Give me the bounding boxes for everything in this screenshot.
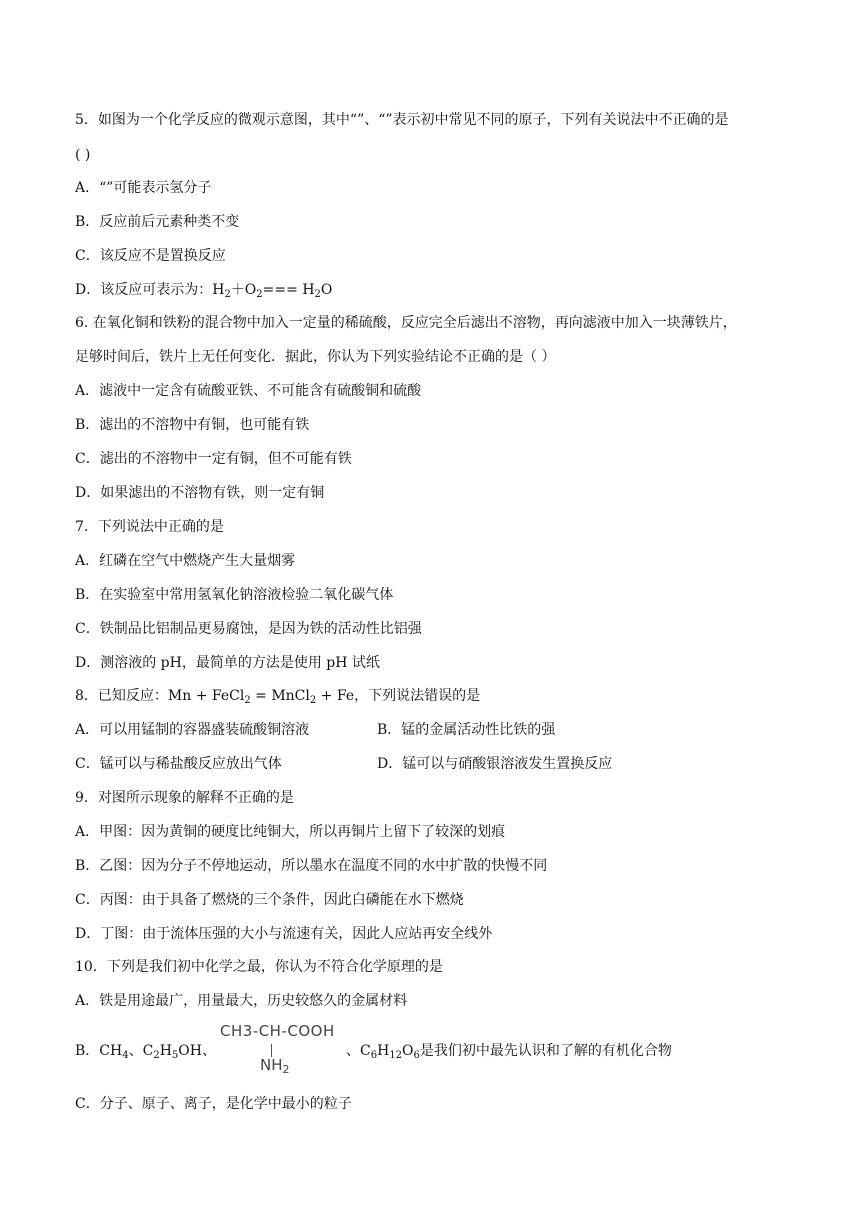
q5-option-d: D．该反应可表示为：$H_2+O_2=== H_2O$ (75, 282, 333, 300)
q7-option-c: C．铁制品比铝制品更易腐蚀，是因为铁的活动性比铝强 (75, 621, 422, 637)
q10-option-b-part1: B．$CH_4$、$C_2H_5OH$、 (75, 1043, 216, 1061)
q6-option-a: A．滤液中一定含有硫酸亚铁、不可能含有硫酸铜和硫酸 (75, 383, 422, 399)
q6-option-b: B．滤出的不溶物中有铜，也可能有铁 (75, 417, 310, 433)
q9-option-a: A．甲图：因为黄铜的硬度比纯铜大，所以再铜片上留下了较深的划痕 (75, 824, 506, 840)
q10-option-c: C．分子、原子、离子，是化学中最小的粒子 (75, 1096, 352, 1112)
q8-option-d: D．锰可以与硝酸银溶液发生置换反应 (377, 756, 613, 772)
q8-option-a: A．可以用锰制的容器盛装硫酸铜溶液 (75, 722, 310, 738)
q7-stem: 7．下列说法中正确的是 (75, 519, 224, 535)
q6-stem-line1: 6. 在氧化铜和铁粉的混合物中加入一定量的稀硫酸，反应完全后滤出不溶物，再向滤液中加入一块薄铁片， (75, 315, 737, 331)
q10-option-b-part2: 、$C_6H_{12}O_6$是我们初中最先认识和了解的有机化合物 (346, 1043, 672, 1061)
formula-top-line: CH3-CH-COOH (220, 1022, 335, 1040)
q7-option-a: A．红磷在空气中燃烧产生大量烟雾 (75, 553, 296, 569)
q9-option-b: B．乙图：因为分子不停地运动，所以墨水在温度不同的水中扩散的快慢不同 (75, 858, 548, 874)
q10-stem: 10．下列是我们初中化学之最，你认为不符合化学原理的是 (75, 959, 443, 975)
q7-option-d: D．测溶液的 pH，最简单的方法是使用 pH 试纸 (75, 655, 380, 671)
q6-option-c: C．滤出的不溶物中一定有铜，但不可能有铁 (75, 451, 352, 467)
q5-option-b: B．反应前后元素种类不变 (75, 214, 240, 230)
q5-option-c: C．该反应不是置换反应 (75, 248, 226, 264)
q9-option-d: D．丁图：由于流体压强的大小与流速有关，因此人应站再安全线外 (75, 926, 493, 942)
q5-stem: 5．如图为一个化学反应的微观示意图，其中“”、“”表示初中常见不同的原子，下列有关说法中不正确的是 (75, 112, 729, 128)
q8-option-c: C．锰可以与稀盐酸反应放出气体 (75, 756, 282, 772)
q8-option-b: B．锰的金属活动性比铁的强 (377, 722, 556, 738)
q6-stem-line2: 足够时间后，铁片上无任何变化．据此，你认为下列实验结论不正确的是（ ） (75, 349, 556, 365)
alanine-structural-formula (218, 1022, 344, 1078)
q5-option-a: A．“”可能表示氢分子 (75, 180, 212, 196)
q9-stem: 9．对图所示现象的解释不正确的是 (75, 790, 294, 806)
q10-option-a: A．铁是用途最广，用量最大，历史较悠久的金属材料 (75, 993, 408, 1009)
formula-amino-group: $NH_2$ (260, 1056, 290, 1076)
q6-option-d: D．如果滤出的不溶物有铁，则一定有铜 (75, 485, 325, 501)
q8-stem: 8．已知反应：Mn + FeCl$_2$ = MnCl$_2$ + Fe，下列说法错误的是 (75, 688, 481, 706)
q9-option-c: C．丙图：由于具备了燃烧的三个条件，因此白磷能在水下燃烧 (75, 892, 464, 908)
q5-answer-paren: ( ) (75, 147, 91, 163)
q7-option-b: B．在实验室中常用氢氧化钠溶液检验二氧化碳气体 (75, 587, 394, 603)
